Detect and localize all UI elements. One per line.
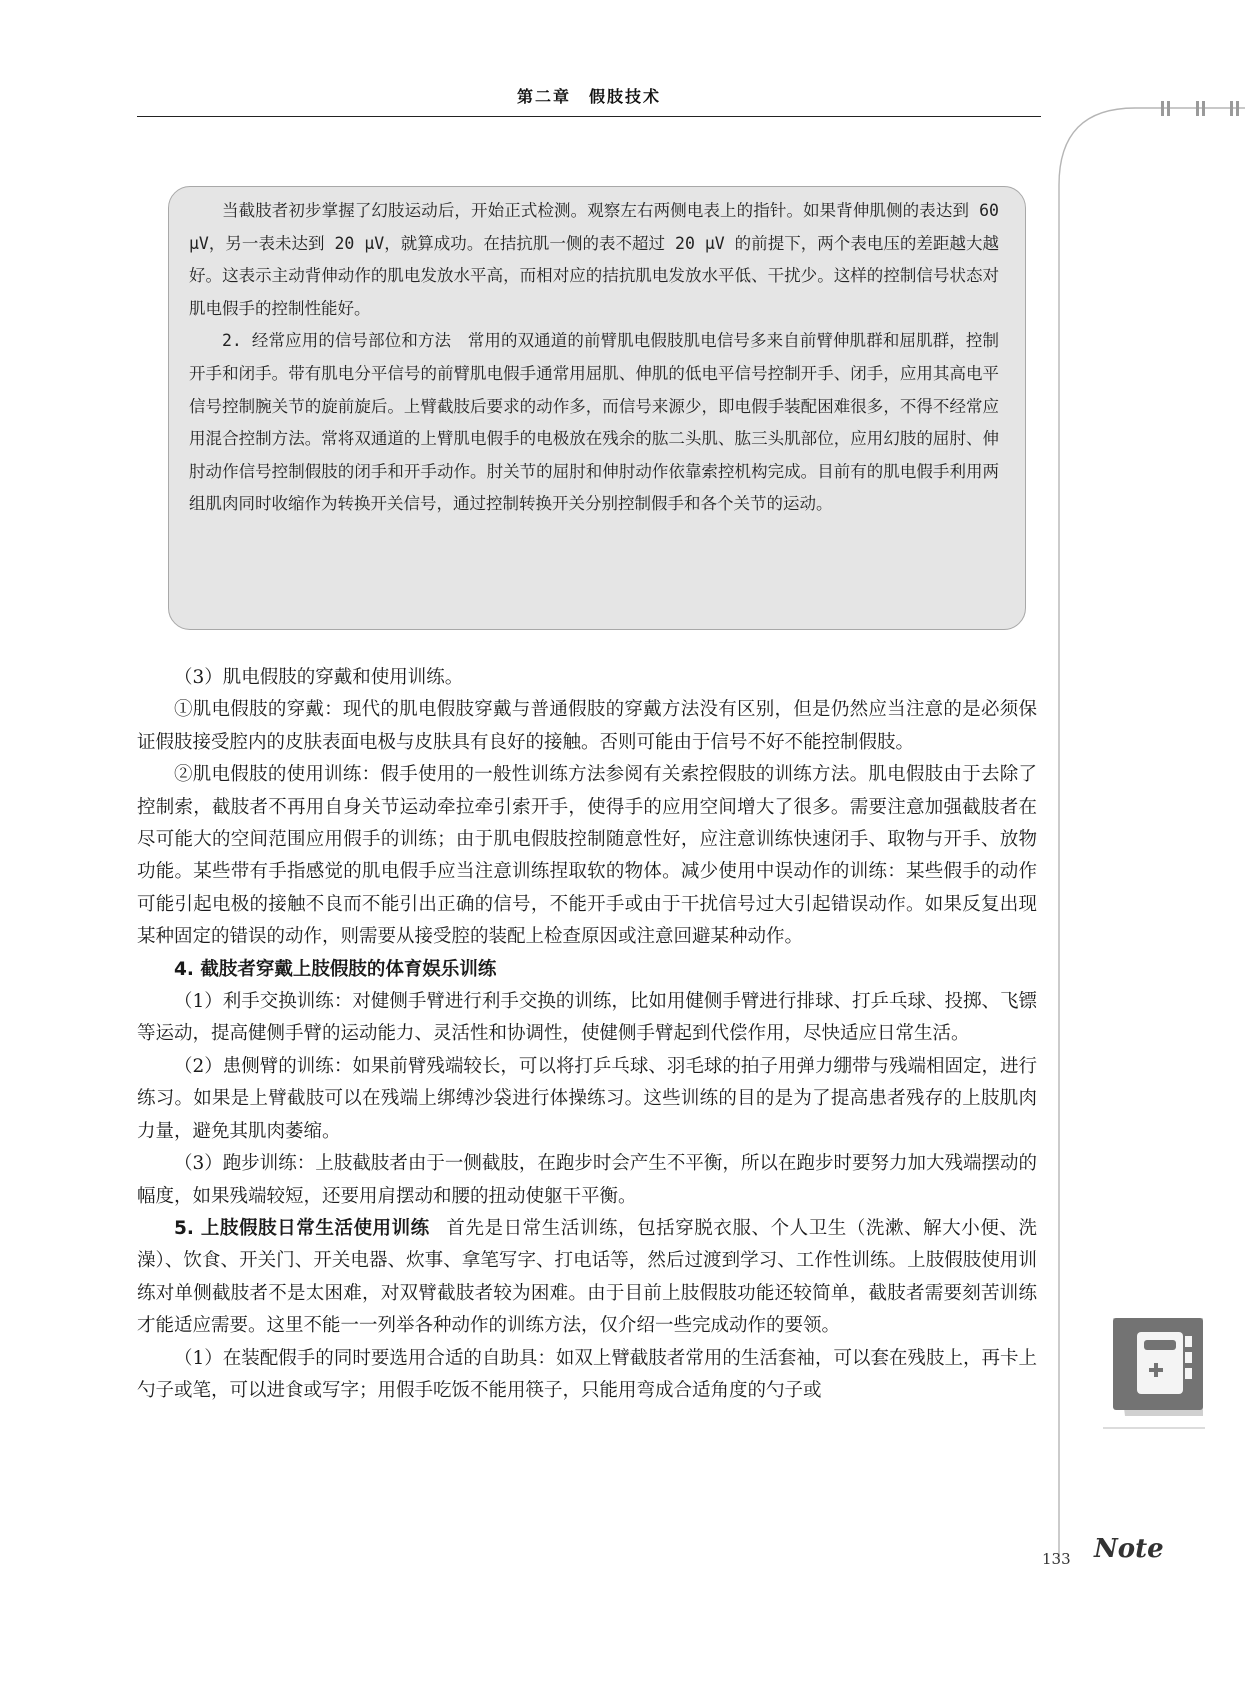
- section-heading: 4. 截肢者穿戴上肢假肢的体育娱乐训练: [174, 958, 497, 980]
- callout-paragraph: 当截肢者初步掌握了幻肢运动后，开始正式检测。观察左右两侧电表上的指针。如果背伸肌侧的表达到 60 μV，另一表未达到 20 μV，就算成功。在拮抗肌一侧的表不超过 20 μV 的前提下，两个表电压的差距越大越好。这表示主动背伸动作的肌电发放水平高，而相对应的拮抗肌电发放水平低、干扰少。这样的控制信号状态对肌电假手的控制性能好。: [189, 201, 999, 318]
- page-number: 133: [1042, 1550, 1071, 1568]
- callout-box: [168, 186, 1026, 630]
- paragraph: ②肌电假肢的使用训练：假手使用的一般性训练方法参阅有关索控假肢的训练方法。肌电假肢由于去除了控制索，截肢者不再用自身关节运动牵拉牵引索开手，使得手的应用空间增大了很多。需要注意加强截肢者在尽可能大的空间范围应用假手的训练；由于肌电假肢控制随意性好，应注意训练快速闭手、取物与开手、放物功能。某些带有手指感觉的肌电假手应当注意训练捏取软的物体。减少使用中误动作的训练：某些假手的动作可能引起电极的接触不良而不能引出正确的信号，不能开手或由于干扰信号过大引起错误动作。如果反复出现某种固定的错误的动作，则需要从接受腔的装配上检查原因或注意回避某种动作。: [137, 764, 1037, 948]
- paragraph: （3）肌电假肢的穿戴和使用训练。: [174, 667, 464, 688]
- callout-paragraph: 2. 经常应用的信号部位和方法 常用的双通道的前臂肌电假肢肌电信号多来自前臂伸肌群和屈肌群，控制开手和闭手。带有肌电分平信号的前臂肌电假手通常用屈肌、伸肌的低电平信号控制开手、闭手，应用其高电平信号控制腕关节的旋前旋后。上臂截肢后要求的动作多，而信号来源少，即电假手装配困难很多，不得不经常应用混合控制方法。常将双通道的上臂肌电假手的电极放在残余的肱二头肌、肱三头肌部位，应用幻肢的屈肘、伸肘动作信号控制假肢的闭手和开手动作。肘关节的屈肘和伸肘动作依靠索控机构完成。目前有的肌电假手利用两组肌肉同时收缩作为转换开关信号，通过控制转换开关分别控制假手和各个关节的运动。: [189, 331, 999, 514]
- notebook-icon: [1113, 1318, 1203, 1416]
- page-edge-decoration: [1055, 100, 1245, 1560]
- section-heading: 5. 上肢假肢日常生活使用训练: [174, 1217, 430, 1239]
- paragraph-text: 首先是日常生活训练，包括穿脱衣服、个人卫生（洗漱、解大小便、洗澡）、饮食、开关门、开关电器、炊事、拿笔写字、打电话等，然后过渡到学习、工作性训练。上肢假肢使用训练对单侧截肢者不是太困难，对双臂截肢者较为困难。由于目前上肢假肢功能还较简单，截肢者需要刻苦训练才能适应需要。这里不能一一列举各种动作的训练方法，仅介绍一些完成动作的要领。: [137, 1217, 1037, 1337]
- header-rule: [137, 116, 1041, 117]
- body-text: [137, 662, 1037, 1407]
- paragraph: （2）患侧臂的训练：如果前臂残端较长，可以将打乒乓球、羽毛球的拍子用弹力绷带与残端相固定，进行练习。如果是上臂截肢可以在残端上绑缚沙袋进行体操练习。这些训练的目的是为了提高患者残存的上肢肌肉力量，避免其肌肉萎缩。: [137, 1055, 1037, 1142]
- paragraph: （3）跑步训练：上肢截肢者由于一侧截肢，在跑步时会产生不平衡，所以在跑步时要努力加大残端摆动的幅度，如果残端较短，还要用肩摆动和腰的扭动使躯干平衡。: [137, 1153, 1037, 1207]
- paragraph-with-heading: [137, 1213, 1037, 1343]
- paragraph: （1）在装配假手的同时要选用合适的自助具：如双上臂截肢者常用的生活套袖，可以套在残肢上，再卡上勺子或笔，可以进食或写字；用假手吃饭不能用筷子，只能用弯成合适角度的勺子或: [137, 1347, 1037, 1401]
- paragraph: （1）利手交换训练：对健侧手臂进行利手交换的训练，比如用健侧手臂进行排球、打乒乓球、投掷、飞镖等运动，提高健侧手臂的运动能力、灵活性和协调性，使健侧手臂起到代偿作用，尽快适应日常生活。: [137, 991, 1037, 1045]
- paragraph: ①肌电假肢的穿戴：现代的肌电假肢穿戴与普通假肢的穿戴方法没有区别，但是仍然应当注意的是必须保证假肢接受腔内的皮肤表面电极与皮肤具有良好的接触。否则可能由于信号不好不能控制假肢。: [137, 699, 1037, 753]
- running-header: 第二章 假肢技术: [516, 87, 661, 106]
- note-label: Note: [1094, 1534, 1164, 1564]
